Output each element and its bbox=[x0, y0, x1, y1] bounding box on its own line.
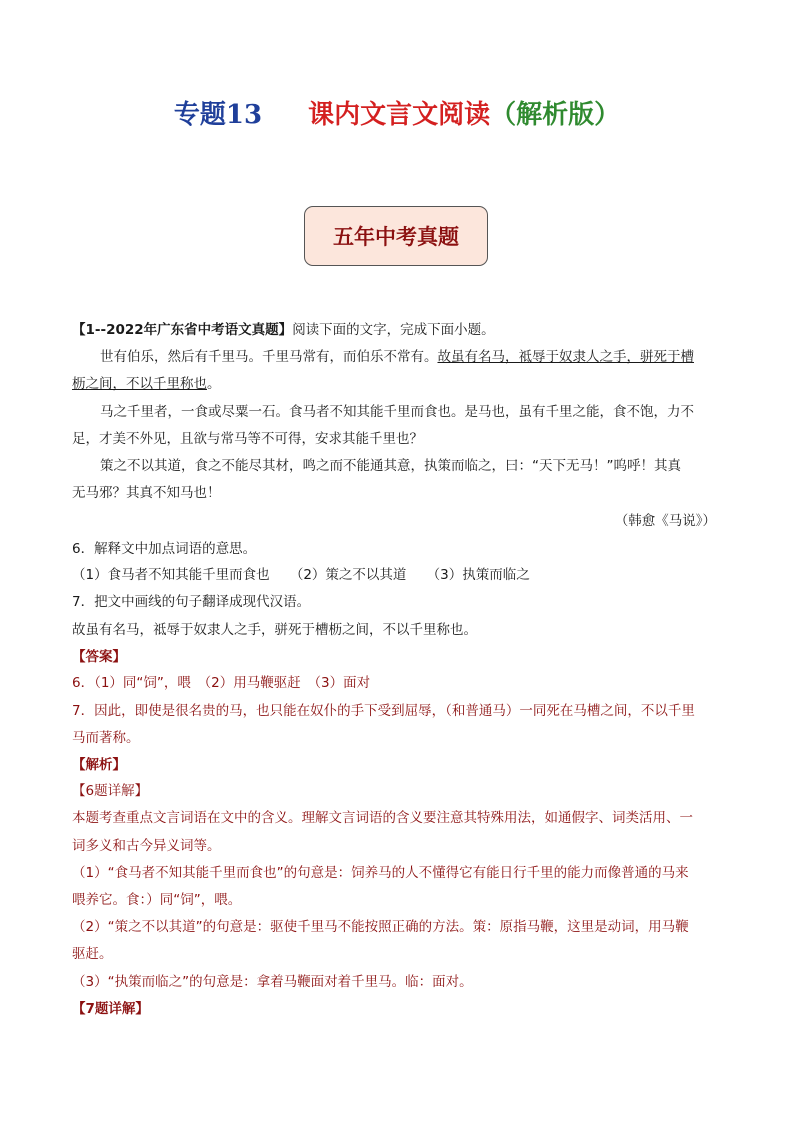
title-topic-name: 课内文言文阅读 bbox=[308, 100, 491, 130]
detail-6-label: 【6题详解】 bbox=[72, 783, 149, 799]
detail-6-item-1: （1）“食马者不知其能千里而食也”的句意是：饲养马的人不懂得它有能日行千里的能力而像普通的马来 bbox=[72, 865, 689, 881]
detail-7-label: 【7题详解】 bbox=[72, 1001, 149, 1017]
question-7-sentence: 故虽有名马，祗辱于奴隶人之手，骈死于槽枥之间，不以千里称也。 bbox=[72, 622, 477, 638]
passage-paragraph-2: 马之千里者，一食或尽粟一石。食马者不知其能千里而食也。是马也，虽有千里之能，食不饱，力不 bbox=[100, 404, 694, 420]
underlined-sentence-cont: 枥之间，不以千里称也 bbox=[72, 376, 207, 392]
section-heading-box: 五年中考真题 bbox=[304, 206, 488, 266]
question-7: 7．把文中画线的句子翻译成现代汉语。 bbox=[72, 594, 311, 610]
underlined-sentence: 故虽有名马，祗辱于奴隶人之手，骈死于槽 bbox=[437, 349, 694, 365]
detail-6-item-2-cont: 驱赶。 bbox=[72, 946, 113, 962]
title-topic-number: 专题13 bbox=[173, 100, 263, 130]
passage-source: （韩愈《马说》） bbox=[614, 513, 716, 529]
detail-6-item-2: （2）“策之不以其道”的句意是：驱使千里马不能按照正确的方法。策：原指马鞭，这里是动词，用马鞭 bbox=[72, 919, 689, 935]
passage-paragraph-2-cont: 足，才美不外见，且欲与常马等不可得，安求其能千里也？ bbox=[72, 431, 423, 447]
question-6: 6．解释文中加点词语的意思。 bbox=[72, 541, 257, 557]
detail-6-intro-cont: 词多义和古今异义词等。 bbox=[72, 838, 221, 854]
analysis-label: 【解析】 bbox=[72, 757, 126, 773]
instruction: 阅读下面的文字，完成下面小题。 bbox=[292, 322, 495, 338]
question-header bbox=[72, 318, 495, 338]
detail-6-item-3: （3）“执策而临之”的句意是：拿着马鞭面对着千里马。临：面对。 bbox=[72, 974, 473, 990]
passage-p1-text: 世有伯乐，然后有千里马。千里马常有，而伯乐不常有。 bbox=[100, 349, 438, 365]
passage-paragraph-3: 策之不以其道，食之不能尽其材，鸣之而不能通其意，执策而临之，曰：“天下无马！”呜呼！其真 bbox=[100, 458, 681, 474]
detail-6-item-1-cont: 喂养它。食：）同“饲”，喂。 bbox=[72, 892, 242, 908]
answer-7-cont: 马而著称。 bbox=[72, 730, 140, 746]
answer-7: 7．因此，即使是很名贵的马，也只能在奴仆的手下受到屈辱，（和普通马）一同死在马槽之间，不以千里 bbox=[72, 703, 695, 719]
passage-paragraph-1 bbox=[100, 345, 694, 365]
passage-paragraph-3-cont: 无马邪？其真不知马也！ bbox=[72, 485, 221, 501]
answer-label: 【答案】 bbox=[72, 649, 126, 665]
title-edition: （解析版） bbox=[490, 100, 621, 130]
detail-6-intro: 本题考查重点文言词语在文中的含义。理解文言词语的含义要注意其特殊用法，如通假字、词类活用、一 bbox=[72, 810, 693, 826]
answer-6: 6．（1）同“饲”，喂 （2）用马鞭驱赶 （3）面对 bbox=[72, 675, 371, 691]
page-title bbox=[0, 94, 794, 131]
passage-paragraph-1-cont: 枥之间，不以千里称也。 bbox=[72, 376, 221, 392]
question-source: 【1--2022年广东省中考语文真题】 bbox=[72, 322, 293, 338]
question-6-items: （1）食马者不知其能千里而食也 （2）策之不以其道 （3）执策而临之 bbox=[72, 567, 530, 583]
